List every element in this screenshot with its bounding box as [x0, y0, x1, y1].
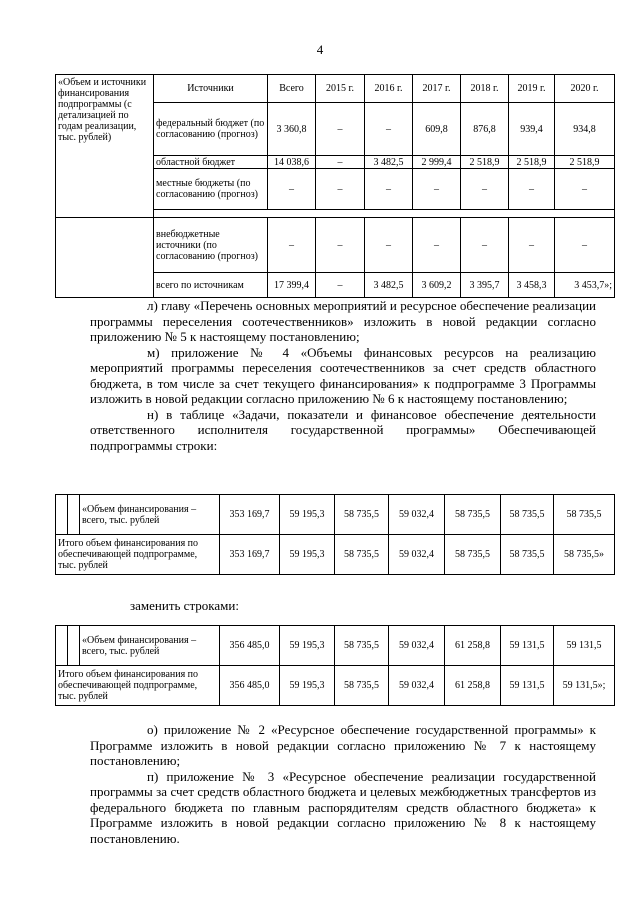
value-cell: 14 038,6 [268, 156, 316, 169]
value-cell: 59 195,3 [280, 535, 335, 575]
value-cell: – [268, 169, 316, 210]
value-cell: 934,8 [555, 103, 615, 156]
row-label: «Объем финансирования – всего, тыс. рублей [80, 626, 220, 666]
column-header: Всего [268, 75, 316, 103]
value-cell: 59 195,3 [280, 666, 335, 706]
column-header: Источники [154, 75, 268, 103]
table-row [56, 626, 615, 666]
row-header-cell: «Объем и источники финансирования подпрограммы (с детализацией по годам реализации, тыс. рублей) [56, 75, 154, 218]
source-cell: всего по источникам [154, 273, 268, 298]
value-cell: – [365, 218, 413, 273]
table-row [56, 666, 615, 706]
column-header: 2016 г. [365, 75, 413, 103]
value-cell: 609,8 [413, 103, 461, 156]
value-cell: – [461, 169, 509, 210]
value-cell: 59 131,5 [501, 666, 554, 706]
value-cell: 59 032,4 [389, 666, 445, 706]
value-cell: 58 735,5 [335, 626, 389, 666]
value-cell: 3 482,5 [365, 273, 413, 298]
value-cell: 2 999,4 [413, 156, 461, 169]
row-label: Итого объем финансирования по обеспечивающей подпрограмме, тыс. рублей [56, 666, 220, 706]
value-cell: 3 360,8 [268, 103, 316, 156]
value-cell: 353 169,7 [220, 535, 280, 575]
table-row [56, 495, 615, 535]
replace-text: заменить строками: [130, 598, 239, 613]
new-rows-table [55, 625, 615, 706]
value-cell: 3 453,7»; [555, 273, 615, 298]
table-row [56, 535, 615, 575]
value-cell: 59 032,4 [389, 535, 445, 575]
source-cell: областной бюджет [154, 156, 268, 169]
paragraph-o: о) приложение № 2 «Ресурсное обеспечение государственной программы» к Программе изложить в новой редакции согласно приложению № 7 к настоящему постановлению; [90, 722, 596, 768]
value-cell: 2 518,9 [555, 156, 615, 169]
value-cell: 3 458,3 [509, 273, 555, 298]
value-cell: 353 169,7 [220, 495, 280, 535]
value-cell: – [555, 169, 615, 210]
row-label: «Объем финансирования – всего, тыс. рублей [80, 495, 220, 535]
row-label: Итого объем финансирования по обеспечивающей подпрограмме, тыс. рублей [56, 535, 220, 575]
value-cell: 59 131,5 [501, 626, 554, 666]
value-cell: 2 518,9 [461, 156, 509, 169]
column-header: 2017 г. [413, 75, 461, 103]
value-cell: 61 258,8 [445, 626, 501, 666]
value-cell: – [316, 103, 365, 156]
column-header: 2018 г. [461, 75, 509, 103]
value-cell: – [509, 218, 555, 273]
value-cell: – [316, 156, 365, 169]
value-cell: 59 032,4 [389, 495, 445, 535]
value-cell: 59 195,3 [280, 495, 335, 535]
old-rows-table [55, 494, 615, 575]
value-cell: 58 735,5» [554, 535, 615, 575]
source-cell: внебюджетные источники (по согласованию (прогноз) [154, 218, 268, 273]
value-cell: 876,8 [461, 103, 509, 156]
value-cell: 2 518,9 [509, 156, 555, 169]
value-cell: 356 485,0 [220, 666, 280, 706]
value-cell: 59 032,4 [389, 626, 445, 666]
paragraph-m: м) приложение № 4 «Объемы финансовых ресурсов на реализацию мероприятий программы переселения соотечественников за счет средств областного бюджета, в том числе за счет текущего финансирования» к подпрограмме 3 Программы изложить в новой редакции согласно приложению № 6 к настоящему постановлению; [90, 344, 596, 406]
value-cell: – [316, 273, 365, 298]
value-cell: 59 131,5»; [554, 666, 615, 706]
value-cell: 17 399,4 [268, 273, 316, 298]
value-cell: 3 482,5 [365, 156, 413, 169]
value-cell: 58 735,5 [335, 535, 389, 575]
value-cell: – [413, 218, 461, 273]
value-cell: 58 735,5 [501, 535, 554, 575]
value-cell: 58 735,5 [445, 535, 501, 575]
value-cell: – [555, 218, 615, 273]
value-cell: – [365, 169, 413, 210]
value-cell: – [268, 218, 316, 273]
value-cell: – [509, 169, 555, 210]
body-text-2 [90, 722, 596, 846]
source-cell: местные бюджеты (по согласованию (прогноз) [154, 169, 268, 210]
paragraph-p: п) приложение № 3 «Ресурсное обеспечение реализации государственной программы за счет средств областного бюджета и целевых межбюджетных трансфертов из федерального бюджета по главным распорядителям средств областного бюджета» к Программе изложить в новой редакции согласно приложению № 8 к настоящему постановлению. [90, 768, 596, 846]
source-cell: федеральный бюджет (по согласованию (прогноз) [154, 103, 268, 156]
value-cell: 58 735,5 [501, 495, 554, 535]
column-header: 2015 г. [316, 75, 365, 103]
value-cell: – [413, 169, 461, 210]
paragraph-n: н) в таблице «Задачи, показатели и финансовое обеспечение деятельности ответственного исполнителя государственной программы» Обеспечивающей подпрограммы строки: [90, 406, 596, 453]
value-cell: 61 258,8 [445, 666, 501, 706]
value-cell: 58 735,5 [335, 666, 389, 706]
value-cell: – [461, 218, 509, 273]
value-cell: – [365, 103, 413, 156]
page-number: 4 [316, 42, 324, 57]
value-cell: 356 485,0 [220, 626, 280, 666]
value-cell: 58 735,5 [554, 495, 615, 535]
body-text-1 [90, 298, 596, 453]
funding-sources-table [55, 74, 615, 298]
value-cell: 3 395,7 [461, 273, 509, 298]
value-cell: 59 195,3 [280, 626, 335, 666]
column-header: 2020 г. [555, 75, 615, 103]
value-cell: 58 735,5 [335, 495, 389, 535]
paragraph-l: л) главу «Перечень основных мероприятий и ресурсное обеспечение реализации программы переселения соотечественников» изложить в новой редакции согласно приложению № 5 к настоящему постановлению; [90, 298, 596, 344]
value-cell: – [316, 169, 365, 210]
value-cell: 58 735,5 [445, 495, 501, 535]
table-row [56, 218, 615, 273]
column-header: 2019 г. [509, 75, 555, 103]
value-cell: 939,4 [509, 103, 555, 156]
value-cell: – [316, 218, 365, 273]
value-cell: 59 131,5 [554, 626, 615, 666]
value-cell: 3 609,2 [413, 273, 461, 298]
